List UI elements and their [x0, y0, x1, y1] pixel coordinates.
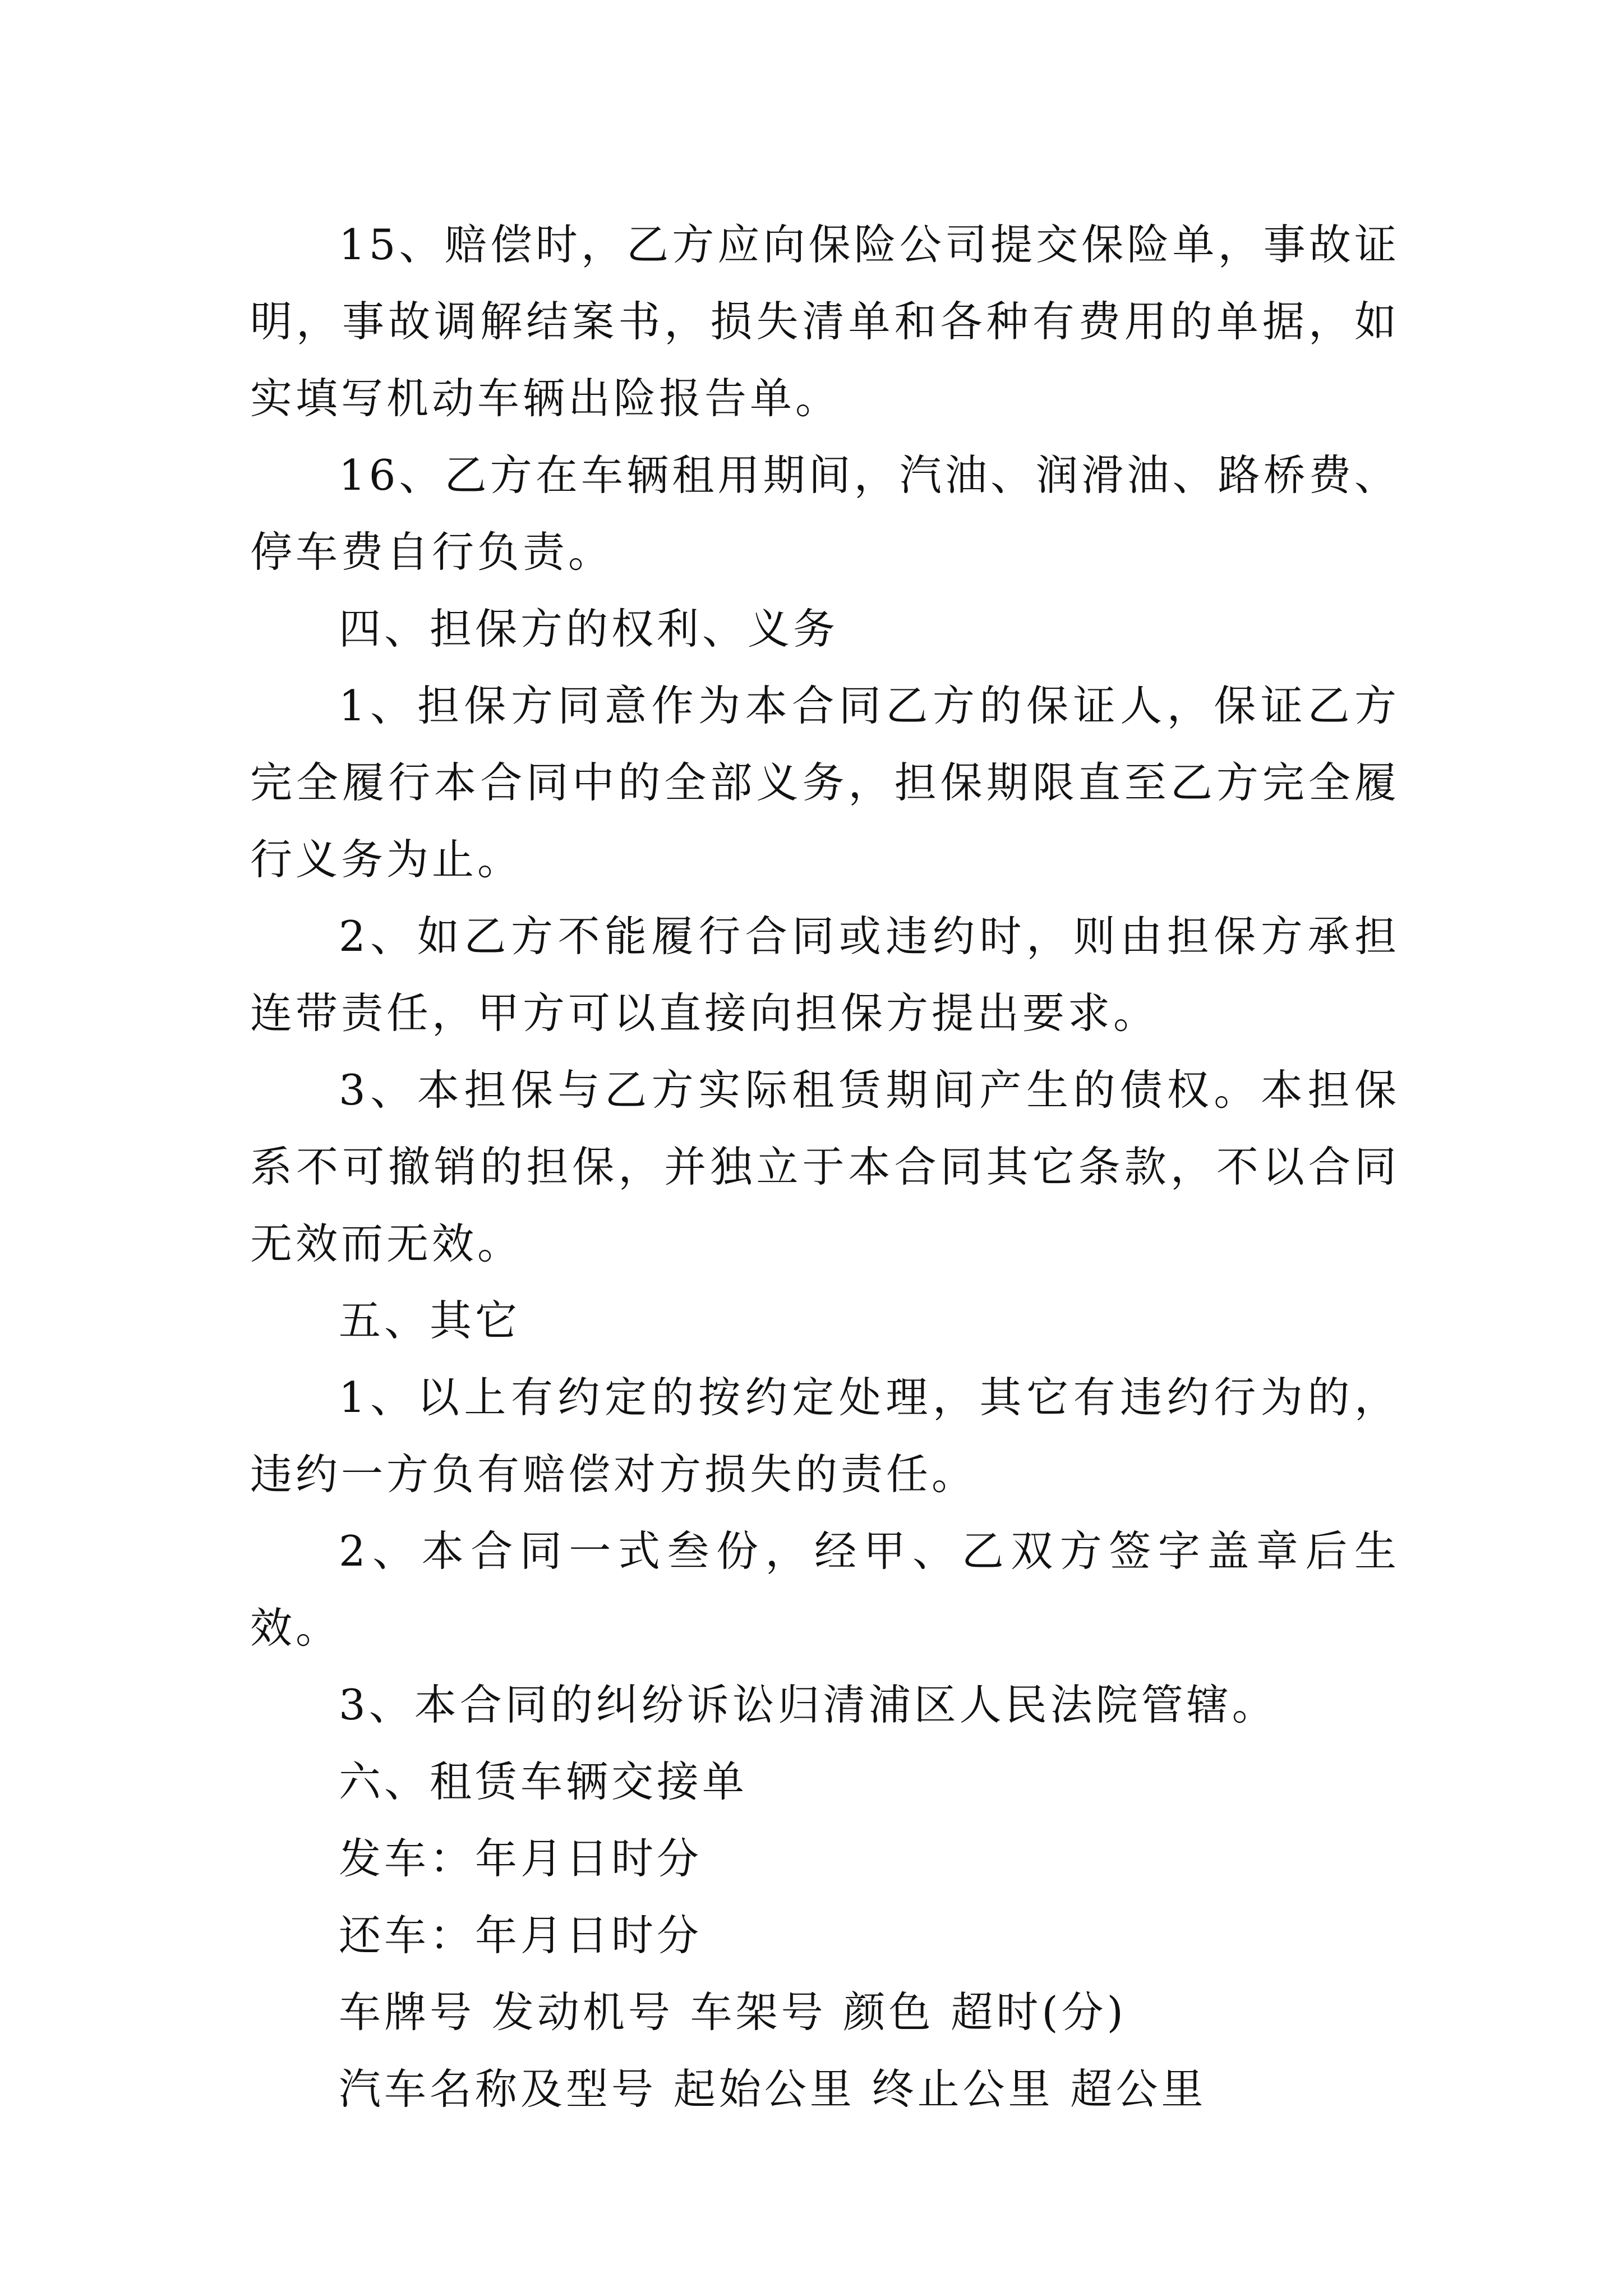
section-heading-other: 五、其它 [339, 1296, 521, 1345]
paragraph-16-fuel-costs: 16、乙方在车辆租用期间，汽油、润滑油、路桥费、停车费自行负责。 [250, 450, 1400, 577]
paragraph-guarantor-3: 3、本担保与乙方实际租赁期间产生的债权。本担保系不可撤销的担保，并独立于本合同其它条款，不以合同无效而无效。 [250, 1065, 1400, 1268]
paragraph-other-1: 1、以上有约定的按约定处理，其它有违约行为的，违约一方负有赔偿对方损失的责任。 [250, 1373, 1400, 1499]
paragraph-guarantor-2: 2、如乙方不能履行合同或违约时，则由担保方承担连带责任，甲方可以直接向担保方提出要求。 [250, 912, 1400, 1038]
section-heading-guarantor: 四、担保方的权利、义务 [339, 604, 839, 654]
handover-dispatch-line: 发车：年月日时分 [339, 1834, 703, 1883]
section-heading-handover: 六、租赁车辆交接单 [339, 1757, 748, 1806]
paragraph-guarantor-1: 1、担保方同意作为本合同乙方的保证人，保证乙方完全履行本合同中的全部义务，担保期限直至乙方完全履行义务为止。 [250, 681, 1400, 884]
handover-mileage-fields: 汽车名称及型号 起始公里 终止公里 超公里 [339, 2064, 1207, 2114]
handover-vehicle-fields: 车牌号 发动机号 车架号 颜色 超时(分) [339, 1987, 1127, 2037]
paragraph-other-3: 3、本合同的纠纷诉讼归清浦区人民法院管辖。 [339, 1680, 1278, 1729]
handover-return-line: 还车：年月日时分 [339, 1911, 703, 1960]
document-body [250, 206, 1400, 2128]
paragraph-other-2: 2、本合同一式叁份，经甲、乙双方签字盖章后生效。 [250, 1526, 1400, 1653]
paragraph-15-compensation: 15、赔偿时，乙方应向保险公司提交保险单，事故证明，事故调解结案书，损失清单和各种有费用的单据，如实填写机动车辆出险报告单。 [250, 220, 1400, 423]
